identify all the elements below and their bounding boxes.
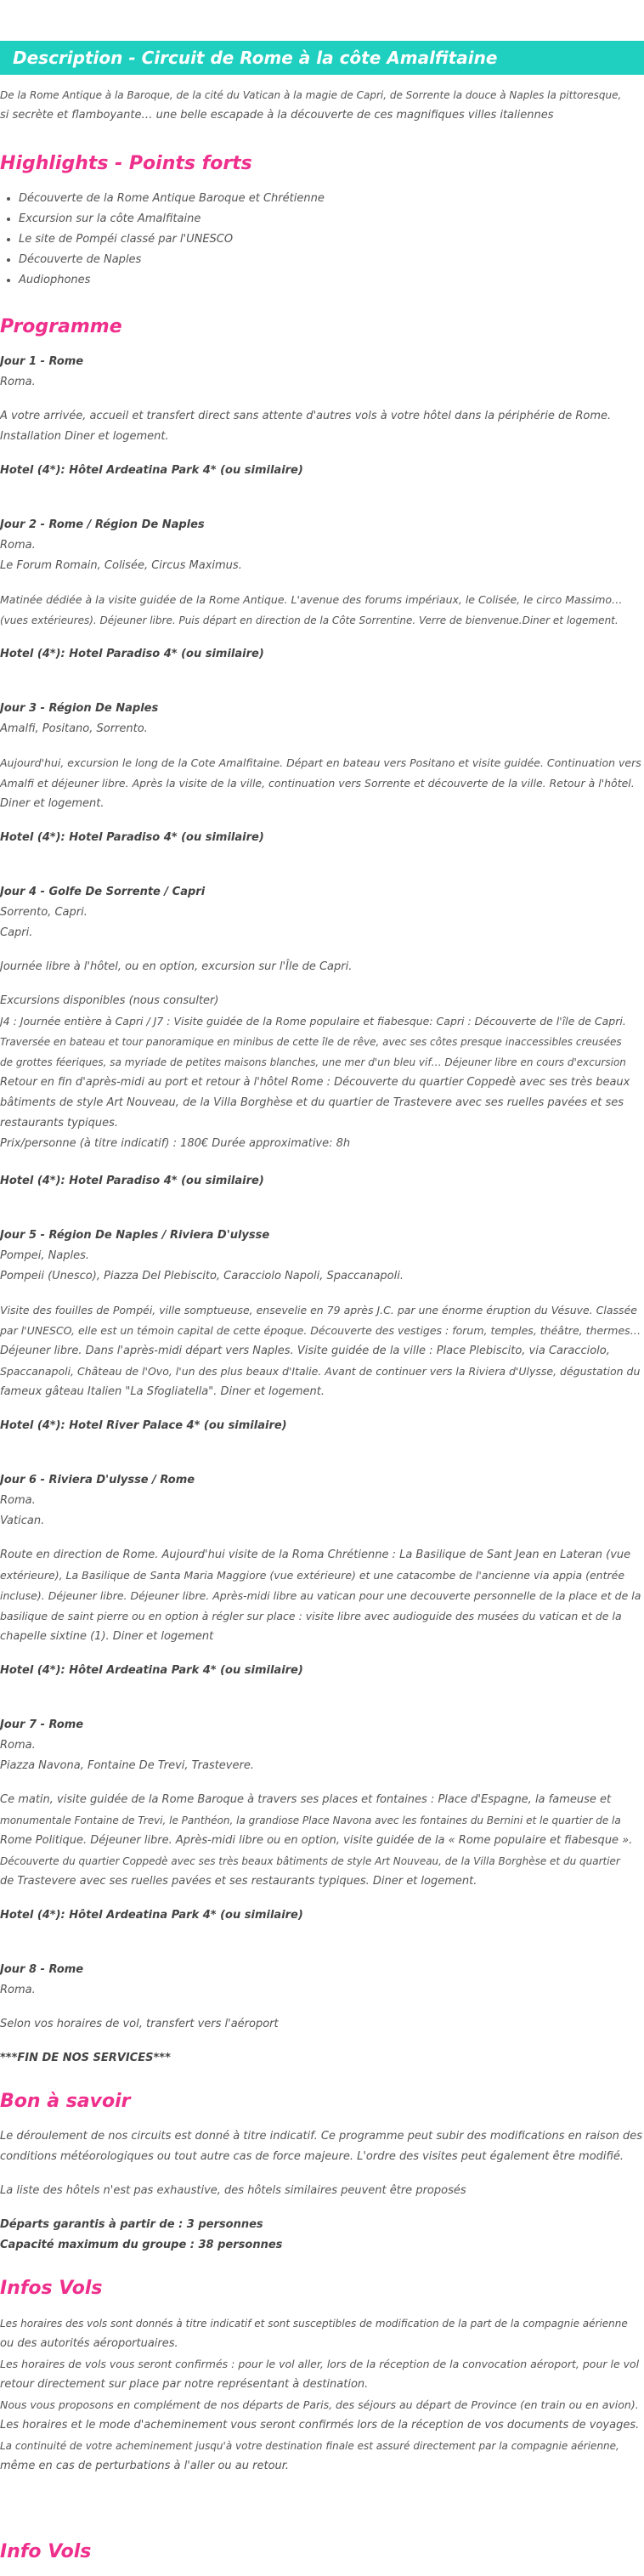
day-place: Vatican. xyxy=(0,1514,45,1527)
day-title: Jour 8 - Rome xyxy=(0,1963,84,1976)
day-title: Jour 3 - Région De Naples xyxy=(0,702,159,715)
day-text-line: chapelle sixtine (1). Diner et logement xyxy=(0,1630,214,1643)
bon-a-savoir-p2: La liste des hôtels n'est pas exhaustive, des hôtels similaires peuvent être proposés xyxy=(0,2184,466,2197)
bon-a-savoir-heading: Bon à savoir xyxy=(0,2091,131,2112)
info-line: Les horaires de vols vous seront confirmés : pour le vol aller, lors de la réception de la convocation aéroport, pour le vol xyxy=(0,2358,640,2370)
infos-vols-text xyxy=(0,2313,642,2477)
day-place: Roma. xyxy=(0,376,36,388)
day-extra-line: J4 : Journée entière à Capri / J7 : Visite guidée de la Rome populaire et fiabesque: Capri : Découverte de l'île de Capri. xyxy=(0,1015,626,1028)
day-text-line: Diner et logement. xyxy=(0,797,105,810)
day-text-line: Amalfi et déjeuner libre. Après la visite de la ville, continuation vers Sorrente et découverte de la ville. Retour à l'hôtel. xyxy=(0,777,635,790)
day-text-line: Route en direction de Rome. Aujourd'hui visite de la Roma Chrétienne : La Basilique de Sant Jean en Lateran (vue xyxy=(0,1548,631,1561)
highlight-item: • Découverte de la Rome Antique Baroque et Chrétienne xyxy=(19,189,642,209)
day-place: Piazza Navona, Fontaine De Trevi, Trastevere. xyxy=(0,1759,254,1772)
day-2 xyxy=(0,515,642,576)
day-7-text xyxy=(0,1790,642,1892)
day-text-line: Installation Diner et logement. xyxy=(0,430,169,443)
intro xyxy=(0,85,642,126)
page-title: Description - Circuit de Rome à la côte Amalfitaine xyxy=(0,41,644,75)
day-text-line: Découverte du quartier Coppedè avec ses très beaux bâtiments de style Art Nouveau, de la Villa Borghèse et du quartier xyxy=(0,1855,620,1867)
day-5 xyxy=(0,1226,642,1287)
day-title: Jour 6 - Riviera D'ulysse / Rome xyxy=(0,1474,195,1486)
day-8-text: Selon vos horaires de vol, transfert vers l'aéroport xyxy=(0,2018,279,2030)
day-place: Le Forum Romain, Colisée, Circus Maximus. xyxy=(0,559,242,572)
day-title: Jour 7 - Rome xyxy=(0,1718,84,1731)
day-5-text xyxy=(0,1300,642,1402)
day-6-text xyxy=(0,1545,642,1647)
group-info xyxy=(0,2215,642,2256)
day-text-line: Ce matin, visite guidée de la Rome Baroque à travers ses places et fontaines : Place d'Espagne, la fameuse et xyxy=(0,1793,612,1806)
info-line: retour directement sur place par notre représentant à destination. xyxy=(0,2378,369,2391)
day-title: Jour 2 - Rome / Région De Naples xyxy=(0,518,205,531)
bon-a-savoir-p1 xyxy=(0,2126,642,2167)
day-extra-line: Retour en fin d'après-midi au port et retour à l'hôtel Rome : Découverte du quartier Coppedè avec ses très beaux xyxy=(0,1076,630,1089)
day-place: Sorrento, Capri. xyxy=(0,906,88,919)
day-text-line: Aujourd'hui, excursion le long de la Cote Amalfitaine. Départ en bateau vers Positano et visite guidée. Continuation vers xyxy=(0,756,641,769)
day-place: Amalfi, Positano, Sorrento. xyxy=(0,722,148,735)
day-extra-line: restaurants typiques. xyxy=(0,1117,119,1129)
day-text-line: Déjeuner libre. Dans l'après-midi départ vers Naples. Visite guidée de la ville : Place Plebiscito, via Caracciolo, xyxy=(0,1345,610,1357)
day-extra-line: Excursions disponibles (nous consulter) xyxy=(0,994,219,1007)
info-line: Les horaires des vols sont donnés à titre indicatif et sont susceptibles de modification de la part de la compagnie aérienne xyxy=(0,2318,628,2330)
highlight-item: • Le site de Pompéi classé par l'UNESCO xyxy=(19,229,642,250)
info-line: Les horaires et le mode d'acheminement vous seront confirmés lors de la réception de vos documents de voyages. xyxy=(0,2419,640,2432)
day-extra-line: Prix/personne (à titre indicatif) : 180€ Durée approximative: 8h xyxy=(0,1137,351,1150)
day-text-line: Rome Politique. Déjeuner libre. Après-midi libre ou en option, visite guidée de la « Rome populaire et fiabesque ». xyxy=(0,1834,633,1847)
day-extra-line: Traversée en bateau et tour panoramique en minibus de cette île de rêve, avec ses côtes presque inaccessibles creusées xyxy=(0,1036,622,1048)
group-capacity: Capacité maximum du groupe : 38 personnes xyxy=(0,2239,283,2251)
day-8 xyxy=(0,1960,642,2001)
day-text-line: Visite des fouilles de Pompéi, ville somptueuse, ensevelie en 79 après J.C. par une énorme éruption du Vésuve. Classée xyxy=(0,1304,637,1316)
day-extra-line: de grottes féeriques, sa myriade de petites maisons blanches, une mer d'un bleu vif… Déjeuner libre en cours d'excursion xyxy=(0,1056,626,1068)
day-4 xyxy=(0,882,642,943)
day-hotel: Hotel (4*): Hôtel Ardeatina Park 4* (ou similaire) xyxy=(0,1909,303,1922)
day-text-line: Spaccanapoli, Château de l'Ovo, l'un des plus beaux d'Italie. Avant de continuer vers la Riviera d'Ulysse, dégustation du xyxy=(0,1365,641,1378)
programme-heading: Programme xyxy=(0,316,122,337)
day-place: Pompeii (Unesco), Piazza Del Plebiscito, Caracciolo Napoli, Spaccanapoli. xyxy=(0,1270,404,1282)
day-text-line: par l'UNESCO, elle est un témoin capital de cette époque. Découverte des vestiges : forum, temples, théâtre, thermes… xyxy=(0,1324,641,1337)
day-place: Roma. xyxy=(0,1984,36,1996)
day-4-text: Journée libre à l'hôtel, ou en option, excursion sur l'Île de Capri. xyxy=(0,960,353,973)
day-hotel: Hotel (4*): Hotel Paradiso 4* (ou similaire) xyxy=(0,831,264,844)
day-4-extra xyxy=(0,991,642,1154)
day-text-line: basilique de saint pierre ou en option à régler sur place : visite libre avec audioguide des musées du vatican et de la xyxy=(0,1610,622,1622)
day-place: Roma. xyxy=(0,1494,36,1507)
day-extra-line: bâtiments de style Art Nouveau, de la Villa Borghèse et du quartier de Trastevere avec ses ruelles pavées et ses xyxy=(0,1096,624,1109)
day-hotel: Hotel (4*): Hotel Paradiso 4* (ou similaire) xyxy=(0,648,264,660)
day-7 xyxy=(0,1715,642,1776)
day-title: Jour 1 - Rome xyxy=(0,355,84,368)
info-line: Le déroulement de nos circuits est donné à titre indicatif. Ce programme peut subir des modifications en raison des xyxy=(0,2130,643,2143)
day-3 xyxy=(0,699,642,739)
day-place: Roma. xyxy=(0,539,36,552)
day-1-text xyxy=(0,406,642,447)
day-place: Pompei, Naples. xyxy=(0,1249,90,1262)
end-of-services: ***FIN DE NOS SERVICES*** xyxy=(0,2052,171,2064)
info-line: conditions météorologiques ou tout autre cas de force majeure. L'ordre des visites peut également être modifié. xyxy=(0,2150,624,2163)
day-hotel: Hotel (4*): Hotel Paradiso 4* (ou similaire) xyxy=(0,1175,264,1187)
info-vols-heading: Info Vols xyxy=(0,2541,92,2562)
day-hotel: Hotel (4*): Hôtel Ardeatina Park 4* (ou similaire) xyxy=(0,464,303,477)
highlights-list xyxy=(0,189,642,291)
info-line: même en cas de perturbations à l'aller ou au retour. xyxy=(0,2460,290,2472)
day-text-line: monumentale Fontaine de Trevi, le Panthéon, la grandiose Place Navona avec les fontaines du Bernini et le quartier de la xyxy=(0,1815,621,1826)
highlight-item: • Découverte de Naples xyxy=(19,250,642,270)
day-title: Jour 5 - Région De Naples / Riviera D'ulysse xyxy=(0,1229,270,1242)
day-text-line: (vues extérieures). Déjeuner libre. Puis départ en direction de la Côte Sorrentine. Verre de bienvenue.Diner et logement. xyxy=(0,614,619,626)
day-text-line: de Trastevere avec ses ruelles pavées et ses restaurants typiques. Diner et logement. xyxy=(0,1875,477,1888)
day-place: Roma. xyxy=(0,1739,36,1752)
info-line: Nous vous proposons en complément de nos départs de Paris, des séjours au départ de Province (en train ou en avion). xyxy=(0,2398,639,2411)
day-text-line: Matinée dédiée à la visite guidée de la Rome Antique. L'avenue des forums impériaux, le Colisée, le circo Massimo… xyxy=(0,593,623,606)
day-hotel: Hotel (4*): Hôtel Ardeatina Park 4* (ou similaire) xyxy=(0,1664,303,1677)
departures-guaranteed: Départs garantis à partir de : 3 personnes xyxy=(0,2218,263,2231)
day-title: Jour 4 - Golfe De Sorrente / Capri xyxy=(0,886,206,898)
infos-vols-heading: Infos Vols xyxy=(0,2278,103,2299)
day-3-text xyxy=(0,753,642,814)
day-2-text xyxy=(0,590,642,631)
info-line: ou des autorités aéroportuaires. xyxy=(0,2337,178,2350)
highlight-item: • Audiophones xyxy=(19,270,642,291)
highlight-item: • Excursion sur la côte Amalfitaine xyxy=(19,209,642,229)
day-6 xyxy=(0,1470,642,1531)
day-hotel: Hotel (4*): Hotel River Palace 4* (ou similaire) xyxy=(0,1419,287,1432)
day-place: Capri. xyxy=(0,926,33,939)
info-line: La continuité de votre acheminement jusqu'à votre destination finale est assuré directement par la compagnie aérienne, xyxy=(0,2440,619,2452)
day-text-line: A votre arrivée, accueil et transfert direct sans attente d'autres vols à votre hôtel dans la périphérie de Rome. xyxy=(0,410,612,422)
highlights-heading: Highlights - Points forts xyxy=(0,153,252,174)
intro-line: si secrète et flamboyante… une belle escapade à la découverte de ces magnifiques villes italiennes xyxy=(0,109,554,122)
day-text-line: fameux gâteau Italien "La Sfogliatella". Diner et logement. xyxy=(0,1385,325,1398)
intro-line: De la Rome Antique à la Baroque, de la cité du Vatican à la magie de Capri, de Sorrente la douce à Naples la pittoresque, xyxy=(0,89,622,101)
day-1 xyxy=(0,352,642,393)
day-text-line: incluse). Déjeuner libre. Déjeuner libre. Après-midi libre au vatican pour une decouverte personnelle de la place et de la xyxy=(0,1589,641,1602)
day-text-line: extérieure), La Basilique de Santa Maria Maggiore (vue extérieure) et une catacombe de l'ancienne via appia (entrée xyxy=(0,1569,625,1582)
